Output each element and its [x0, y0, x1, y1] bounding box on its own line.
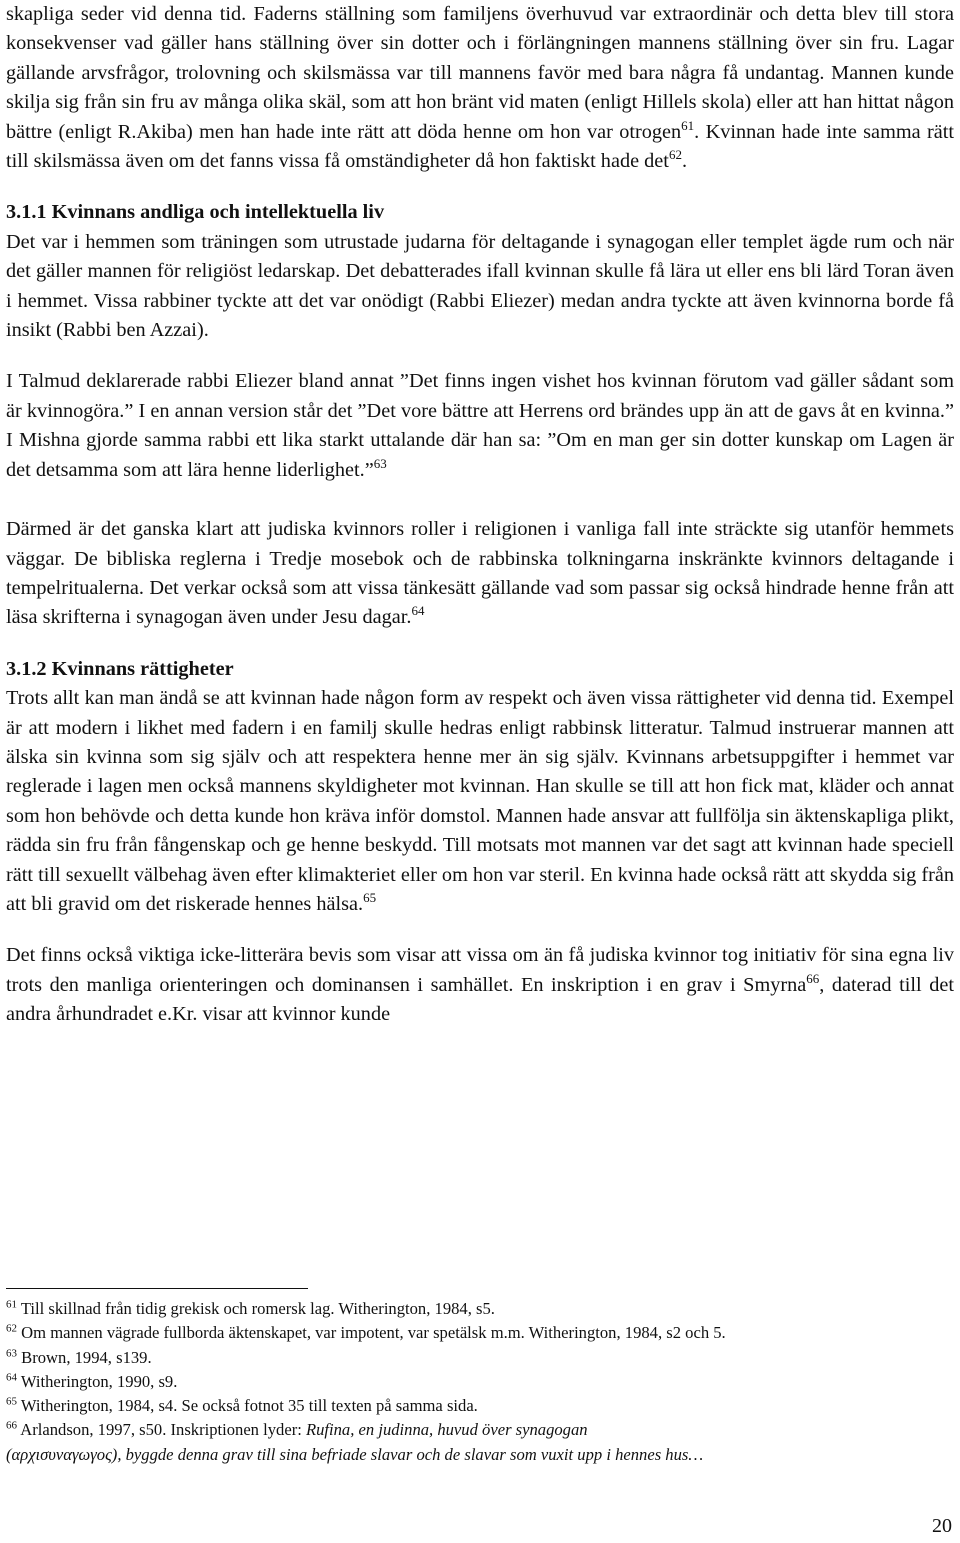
section-heading: 3.1.1 Kvinnans andliga och intellektuella liv — [6, 201, 385, 224]
footnote-ref[interactable]: 64 — [411, 603, 425, 619]
inscription-quote-continued: (αρχισυναγωγος), byggde denna grav till sina befriade slavar och de slavar som vuxit upp i hennes hus… — [6, 1444, 704, 1464]
footnote-text: Arlandson, 1997, s50. Inskriptionen lyder: — [20, 1420, 306, 1440]
footnote-divider — [6, 1288, 308, 1289]
paragraph-text: Det finns också viktiga icke-litterära bevis som visar att vissa om än få judiska kvinnor tog initiativ för sina egna liv trots den manliga orienteringen och dominansen i samhället. En inskription i en grav i Smyrna — [6, 944, 954, 996]
footnote — [6, 1370, 954, 1394]
footnote-number: 65 — [6, 1395, 17, 1408]
footnote-text: Till skillnad från tidig grekisk och romersk lag. Witherington, 1984, s5. — [20, 1299, 495, 1318]
paragraph — [6, 684, 954, 919]
footnote-ref[interactable]: 66 — [806, 971, 820, 987]
paragraph-text: I Talmud deklarerade rabbi Eliezer bland annat ”Det finns ingen vishet hos kvinnan förutom vad gäller sådant som är kvinnogöra.” I en annan version står det ”Det vore bättre att Herrens ord brändes upp än att de gavs åt en kvinna.” I Mishna gjorde samma rabbi ett lika starkt uttalande där han sa: ”Om en man ger sin dotter kunskap om Lagen är det detsamma som att lära henne liderlighet.” — [6, 370, 954, 481]
paragraph-text: . Kvinnan hade inte samma rätt till skilsmässa även om det fanns vissa få omständigheter då hon faktiskt hade det — [6, 120, 954, 173]
footnote-number: 61 — [6, 1298, 17, 1311]
footnotes — [6, 1297, 954, 1467]
paragraph: Det var i hemmen som träningen som utrustade judarna för deltagande i synagogan eller templet ägde rum och när det gäller mannen för religiöst ledarskap. Det debatterades ifall kvinnan skulle få lära ut eller ens bli lärd Toran även i hemmet. Vissa rabbiner tyckte att det var onödigt (Rabbi Eliezer) medan andra tyckte att även kvinnorna borde få insikt (Rabbi ben Azzai). — [6, 230, 954, 342]
footnote — [6, 1346, 954, 1370]
paragraph — [6, 515, 954, 633]
inscription-quote: Rufina, en judinna, huvud över synagogan — [305, 1420, 588, 1440]
paragraph — [6, 367, 954, 485]
footnote-ref[interactable]: 61 — [681, 117, 695, 133]
footnote — [6, 1297, 954, 1321]
paragraph-text: skapliga seder vid denna tid. Faderns ställning som familjens överhuvud var extraordinär och detta blev till stora konsekvenser vad gäller hans ställning över sin dotter och i förlängningen mannens ställning över sin fru. Lagar gällande arvsfrågor, trolovning och skilsmässa var till mannens favör med bara några få undantag. Mannen kunde skilja sig från sin fru av många olika skäl, som att hon bränt vid maten (enligt Hillels skola) eller att han hittat någon bättre (enligt R.Akiba) men han hade inte rätt att döda henne om hon var otrogen — [6, 3, 954, 143]
paragraph-text: Trots allt kan man ändå se att kvinnan hade någon form av respekt och även vissa rättigheter vid denna tid. Exempel är att modern i likhet med fadern i en familj skulle hedras enligt rabbinsk litteratur. Talmud instruerar mannen att älska sin kvinna som sig själv och att respektera henne mer än sig själv. Kvinnans arbetsuppgifter i hemmet var reglerade i lagen men också mannens skyldigheter mot kvinnan. Han skulle se till att hon fick mat, kläder och annat som hon behövde och detta kunde hon kräva inför domstol. Mannen hade ansvar att fullfölja sin äktenskapliga plikt, rädda sin fru från fångenskap och ge henne beskydd. Till motsats mot mannen var det sagt att kvinnan hade speciell rätt till sexuellt välbehag även efter klimakteriet eller om hon var steril. En kvinna hade också rätt att skydda sig från att bli gravid om det riskerade hennes hälsa. — [6, 687, 954, 915]
footnote-text: Witherington, 1984, s4. Se också fotnot 35 till texten på samma sida. — [20, 1396, 478, 1416]
footnote-ref[interactable]: 63 — [373, 455, 387, 471]
footnote-number: 62 — [6, 1322, 17, 1335]
page-number: 20 — [932, 1515, 952, 1537]
footnote-number: 64 — [6, 1371, 17, 1384]
footnote-ref[interactable]: 62 — [668, 147, 682, 163]
paragraph — [6, 941, 954, 1029]
footnote — [6, 1394, 954, 1418]
footnote-text: Witherington, 1990, s9. — [20, 1371, 178, 1391]
footnote-number: 63 — [6, 1347, 17, 1360]
body-text — [6, 0, 954, 1030]
footnote — [6, 1418, 954, 1442]
footnote-ref[interactable]: 65 — [363, 890, 377, 906]
paragraph-text: , daterad till det andra århundradet e.Kr. visar att kvinnor kunde — [6, 973, 954, 1026]
footnote — [6, 1321, 954, 1345]
paragraph-text: Därmed är det ganska klart att judiska kvinnors roller i religionen i vanliga fall inte sträckte sig utanför hemmets väggar. De bibliska reglerna i Tredje mosebok och de rabbinska tolkningarna inskränkte kvinnors deltagande i tempelritualerna. Det verkar också som att vissa tänkesätt gällande vad som passar sig också hindrade henne från att läsa skrifterna i synagogan även under Jesu dagar. — [6, 518, 954, 629]
section-heading: 3.1.2 Kvinnans rättigheter — [6, 657, 234, 680]
footnote-number: 66 — [6, 1419, 17, 1432]
paragraph-text: . — [681, 150, 688, 173]
footnote-text: Om mannen vägrade fullborda äktenskapet, var impotent, var spetälsk m.m. Witherington, 1984, s2 och 5. — [21, 1323, 726, 1343]
paragraph — [6, 0, 954, 176]
footnote-text: Brown, 1994, s139. — [21, 1347, 152, 1367]
